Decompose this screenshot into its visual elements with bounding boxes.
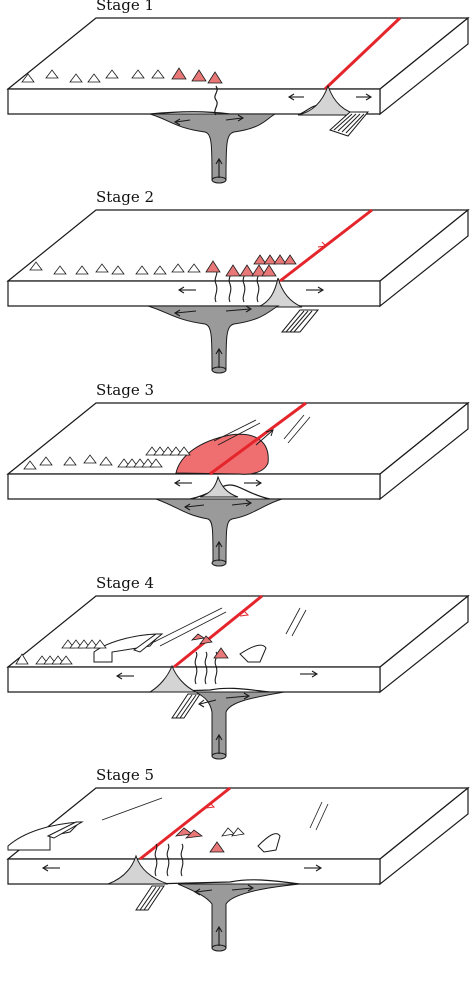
stage-2-label: Stage 2 (96, 188, 155, 206)
stage-3-label: Stage 3 (96, 381, 155, 399)
slab (8, 18, 468, 114)
stage-5-label: Stage 5 (96, 766, 155, 784)
mantle-plume (148, 306, 278, 370)
stage-1-diagram (0, 0, 474, 190)
stage-3-diagram (0, 385, 474, 575)
stage-5-diagram (0, 770, 474, 1002)
stage-1-label: Stage 1 (96, 0, 155, 14)
stage-4-label: Stage 4 (96, 574, 155, 592)
mantle-plume (178, 884, 300, 948)
stage-2-diagram (0, 192, 474, 382)
mantle-plume (150, 114, 275, 180)
hatched-slab (330, 112, 368, 136)
stage-4-diagram (0, 578, 474, 768)
